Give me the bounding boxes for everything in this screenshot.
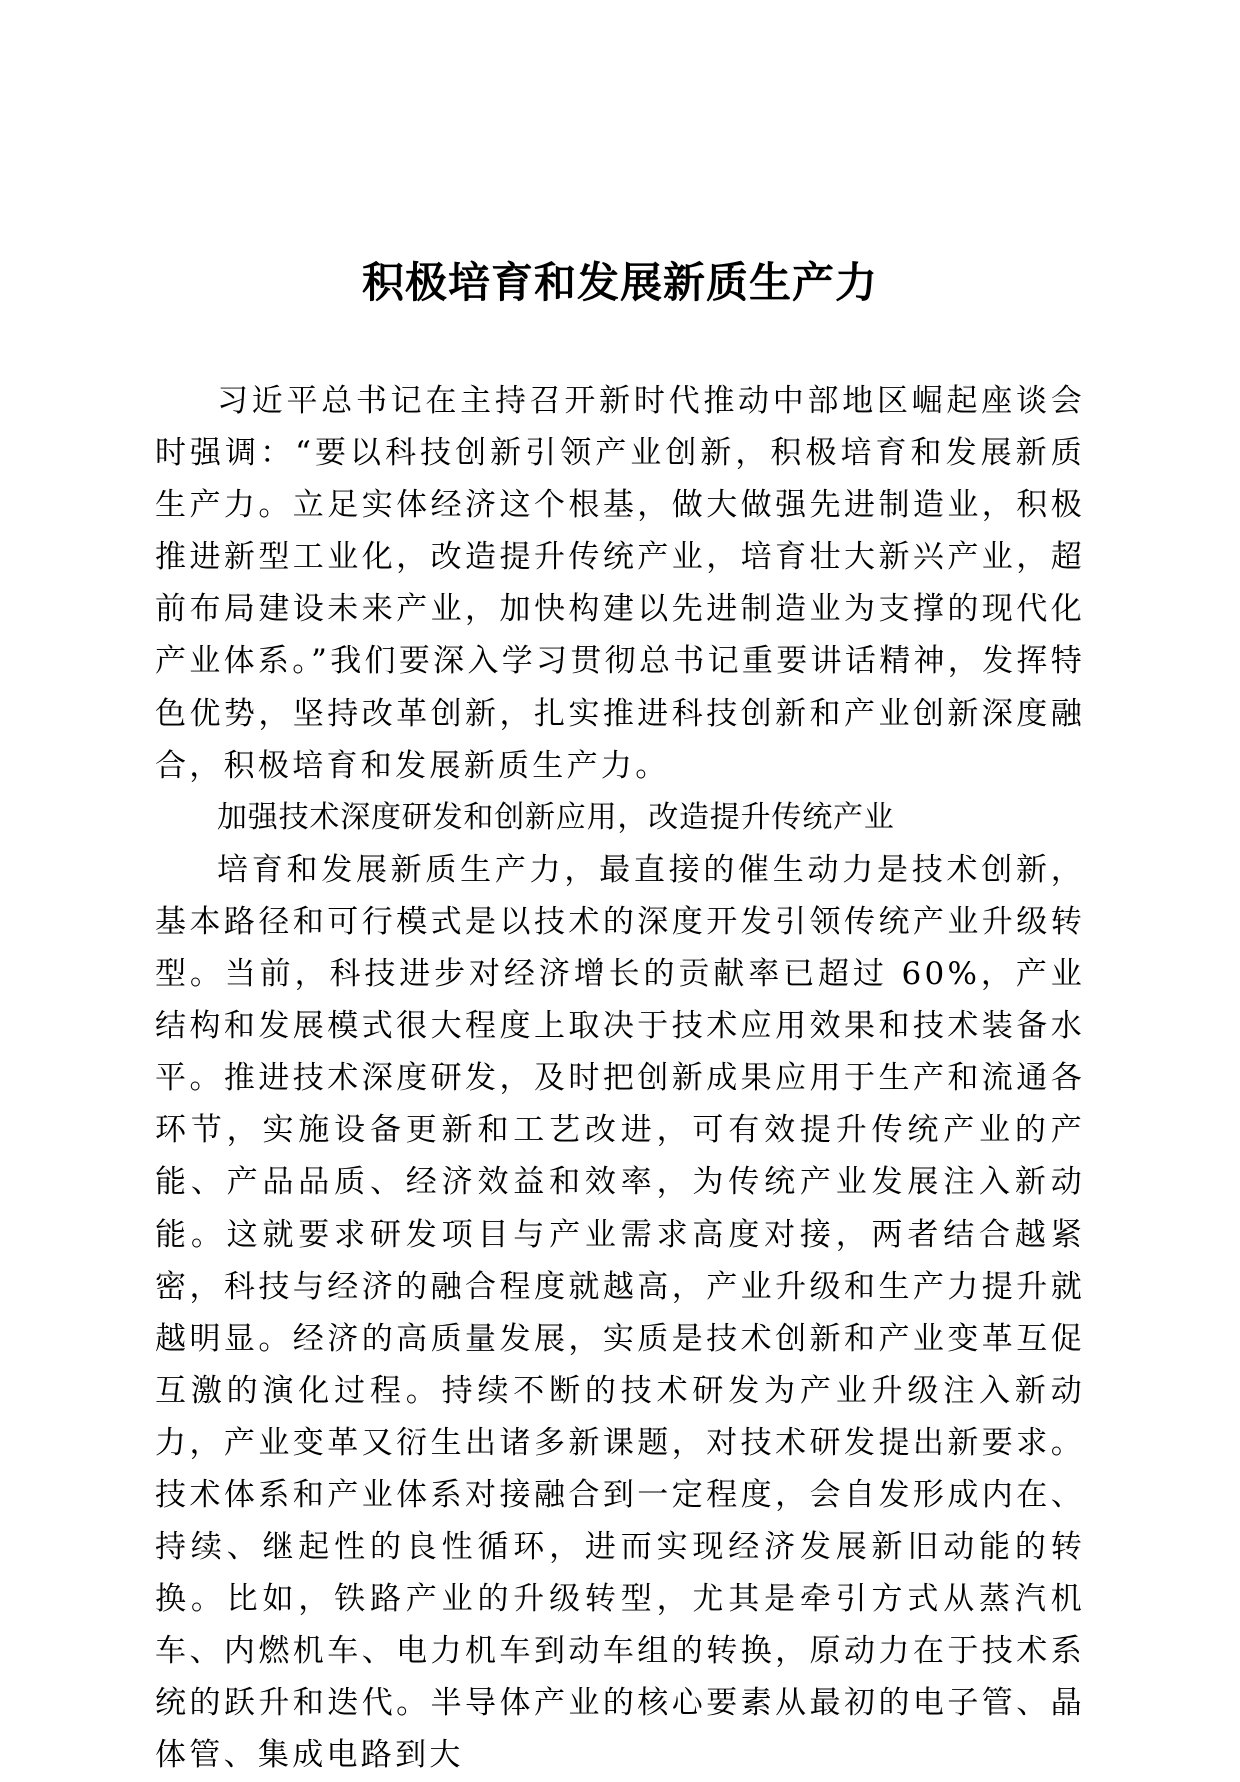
document-body	[155, 375, 1085, 1782]
document-title: 积极培育和发展新质生产力	[361, 258, 878, 307]
section-heading: 加强技术深度研发和创新应用，改造提升传统产业	[217, 799, 895, 835]
intro-paragraph: 习近平总书记在主持召开新时代推动中部地区崛起座谈会时强调：“要以科技创新引领产业创新，积极培育和发展新质生产力。立足实体经济这个根基，做大做强先进制造业，积极推进新型工业化，改造提升传统产业，培育壮大新兴产业，超前布局建设未来产业，加快构建以先进制造业为支撑的现代化产业体系。”我们要深入学习贯彻总书记重要讲话精神，发挥特色优势，坚持改革创新，扎实推进科技创新和产业创新深度融合，积极培育和发展新质生产力。	[155, 383, 1085, 784]
section-paragraph: 培育和发展新质生产力，最直接的催生动力是技术创新，基本路径和可行模式是以技术的深度开发引领传统产业升级转型。当前，科技进步对经济增长的贡献率已超过 60%，产业结构和发展模式很大程度上取决于技术应用效果和技术装备水平。推进技术深度研发，及时把创新成果应用于生产和流通各环节，实施设备更新和工艺改进，可有效提升传统产业的产能、产品品质、经济效益和效率，为传统产业发展注入新动能。这就要求研发项目与产业需求高度对接，两者结合越紧密，科技与经济的融合程度就越高，产业升级和生产力提升就越明显。经济的高质量发展，实质是技术创新和产业变革互促互激的演化过程。持续不断的技术研发为产业升级注入新动力，产业变革又衍生出诸多新课题，对技术研发提出新要求。技术体系和产业体系对接融合到一定程度，会自发形成内在、持续、继起性的良性循环，进而实现经济发展新旧动能的转换。比如，铁路产业的升级转型，尤其是牵引方式从蒸汽机车、内燃机车、电力机车到动车组的转换，原动力在于技术系统的跃升和迭代。半导体产业的核心要素从最初的电子管、晶体管、集成电路到大	[155, 851, 1085, 1774]
